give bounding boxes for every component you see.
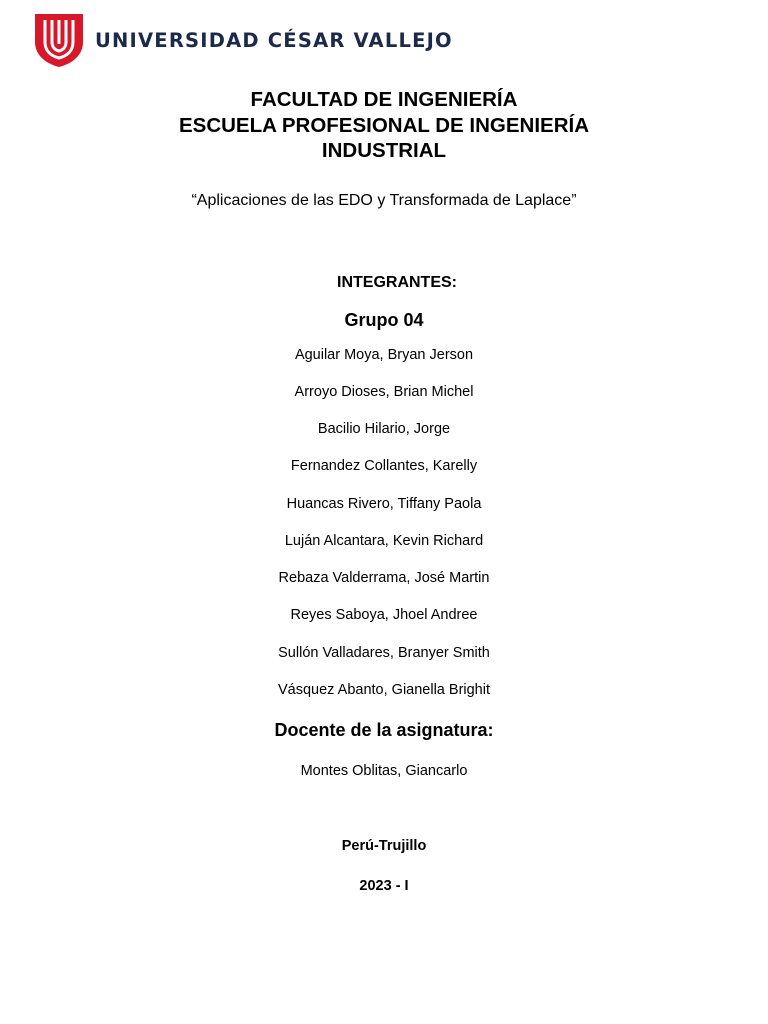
faculty-line-3: INDUSTRIAL [321, 139, 447, 162]
university-logo [33, 12, 453, 68]
member-name: Luján Alcantara, Kevin Richard [284, 533, 484, 549]
member-name: Reyes Saboya, Jhoel Andree [290, 607, 478, 623]
member-name: Vásquez Abanto, Gianella Brighit [278, 682, 490, 698]
members-heading: INTEGRANTES: [337, 274, 457, 291]
location: Perú-Trujillo [341, 838, 427, 854]
group-name: Grupo 04 [344, 310, 424, 330]
university-name: UNIVERSIDAD CÉSAR VALLEJO [95, 28, 453, 52]
faculty-line-1: FACULTAD DE INGENIERÍA [250, 88, 518, 111]
member-name: Bacilio Hilario, Jorge [317, 421, 451, 437]
member-name: Fernandez Collantes, Karelly [290, 458, 478, 474]
member-name: Rebaza Valderrama, José Martin [278, 570, 490, 586]
teacher-name: Montes Oblitas, Giancarlo [300, 763, 468, 779]
member-name: Aguilar Moya, Bryan Jerson [294, 347, 474, 363]
member-name: Huancas Rivero, Tiffany Paola [286, 496, 482, 512]
teacher-heading: Docente de la asignatura: [274, 720, 494, 740]
member-name: Sullón Valladares, Branyer Smith [278, 645, 490, 661]
academic-period: 2023 - I [359, 878, 409, 894]
faculty-line-2: ESCUELA PROFESIONAL DE INGENIERÍA [178, 114, 590, 137]
ucv-shield-icon [33, 12, 85, 68]
project-title: “Aplicaciones de las EDO y Transformada de Laplace” [191, 192, 577, 209]
member-name: Arroyo Dioses, Brian Michel [294, 384, 474, 400]
